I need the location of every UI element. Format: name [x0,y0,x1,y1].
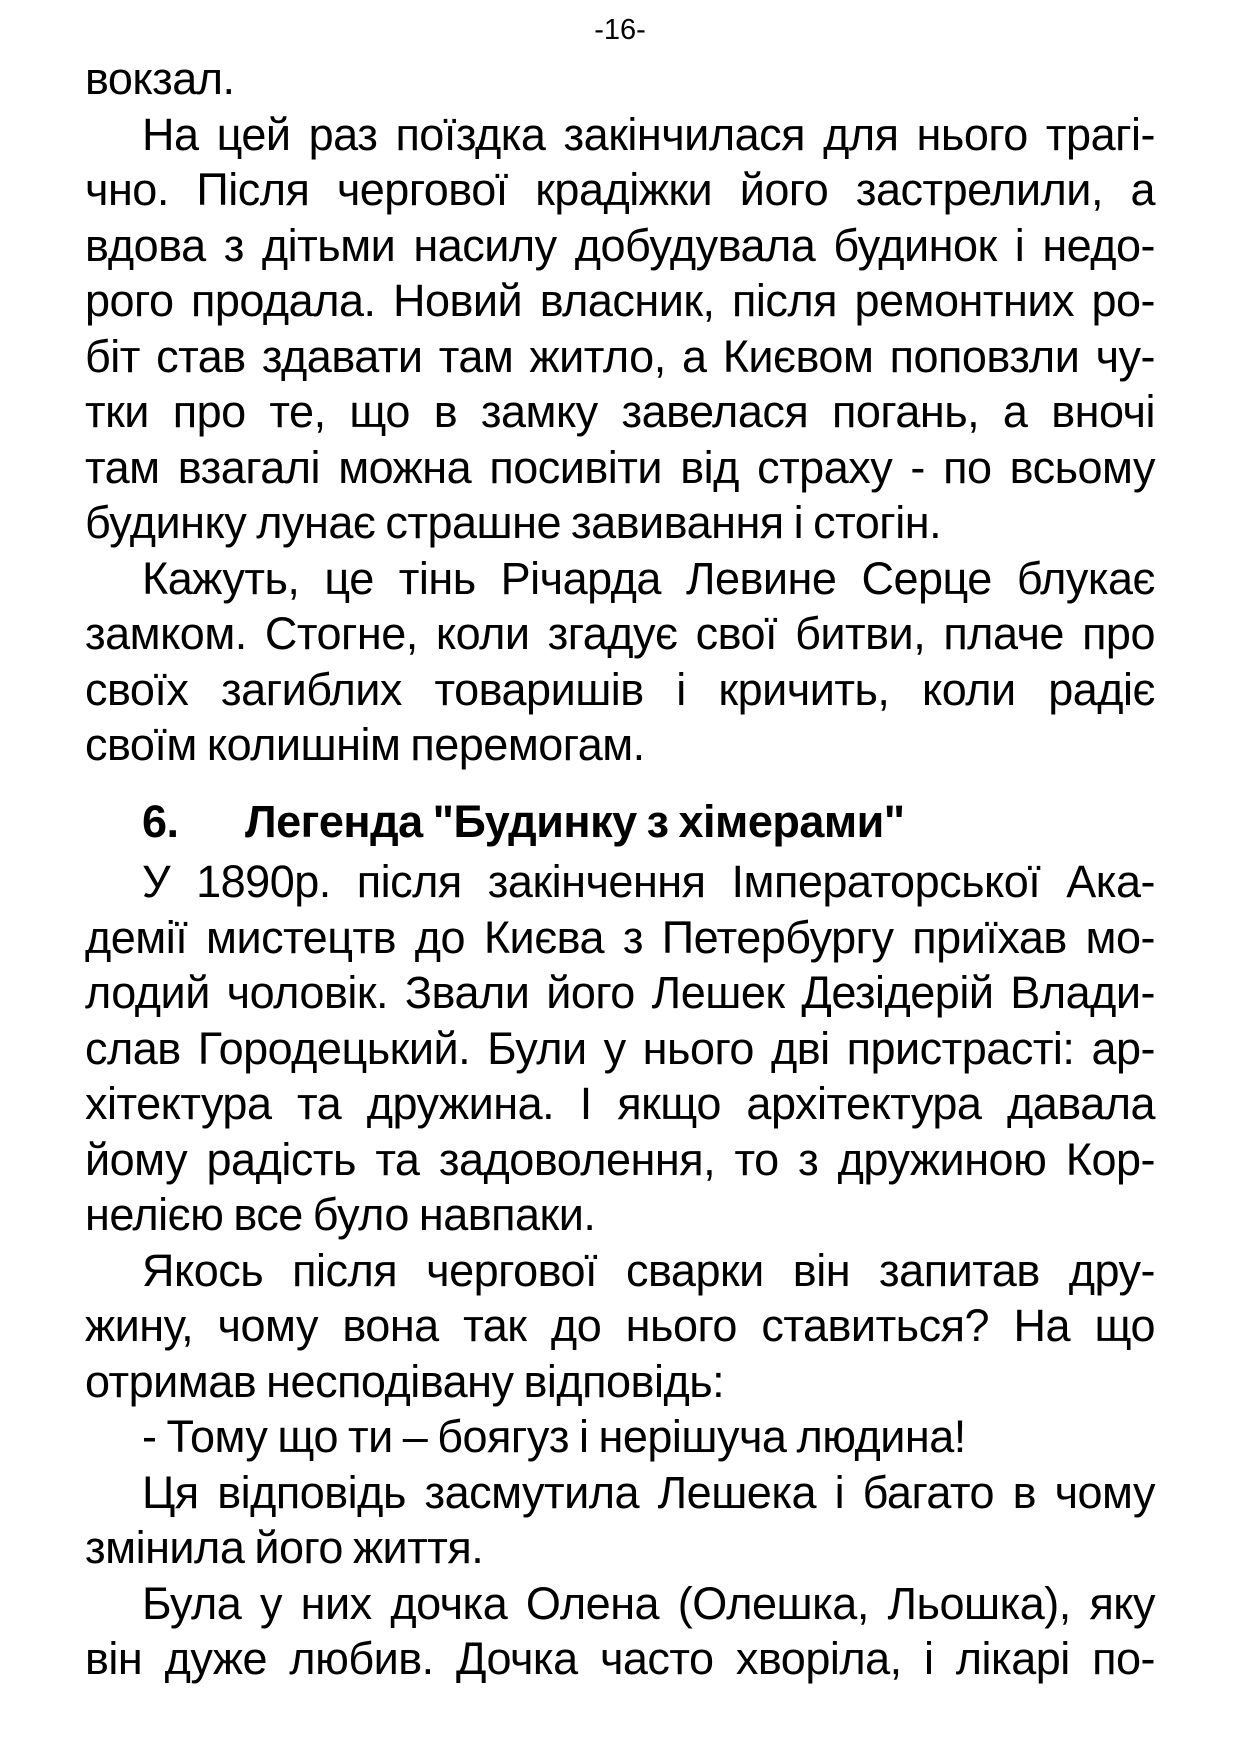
text-line: жину, чому вона так до нього ставиться? На що [85,1300,1155,1351]
text-line: своїх загиблих товаришів і кричить, коли радіє [85,663,1155,715]
text-line: отримав несподівану відповідь: [85,1355,725,1407]
text-line: - Тому що ти – боягуз і нерішуча людина! [142,1411,966,1462]
text-line: йому радість та задоволення, то з дружиною Кор- [85,1133,1155,1185]
text-line: слав Городецький. Були у нього дві пристрасті: ар- [85,1022,1155,1074]
text-line: Якось після чергової сварки він запитав дру- [142,1244,1155,1296]
text-line: демії мистецтв до Києва з Петербургу приїхав мо- [85,911,1155,963]
text-line: У 1890р. після закінчення Імператорської Ака- [142,856,1155,907]
text-line: вокзал. [85,53,235,104]
text-line: На цей раз поїздка закінчилася для нього трагі- [142,108,1155,160]
text-line: чно. Після чергової крадіжки його застрелили, а [85,164,1155,215]
text-line: своїм колишнім перемогам. [85,719,645,770]
text-line: Ця відповідь засмутила Лешека і багато в чому [142,1466,1155,1518]
text-line: Була у них дочка Олена (Олешка, Льошка), яку [142,1577,1155,1629]
text-line: Кажуть, це тінь Річарда Левине Серце блукає [142,552,1155,604]
text-line: хітектура та дружина. І якщо архітектура давала [85,1078,1155,1129]
section-heading: 6. Легенда "Будинку з хімерами" [142,795,905,847]
text-line: біт став здавати там житло, а Києвом поповзли чу- [85,330,1155,382]
text-line: лодий чоловік. Звали його Лешек Дезідерій Влади- [85,967,1155,1018]
text-line: він дуже любив. Дочка часто хворіла, і лікарі по- [85,1633,1155,1684]
text-line: тки про те, що в замку завелася погань, а вночі [85,386,1155,437]
page-text-body [85,51,1155,1687]
text-line: змінила його життя. [85,1522,484,1573]
text-line: нелією все було навпаки. [85,1189,596,1240]
text-line: будинку лунає страшне завивання і стогін. [85,497,942,548]
text-line: вдова з дітьми насилу добудувала будинок і недо- [85,219,1155,271]
text-line: замком. Стогне, коли згадує свої битви, плаче про [85,608,1155,659]
text-line: там взагалі можна посивіти від страху - по всьому [85,441,1155,493]
page-number: -16- [594,14,646,46]
text-line: рого продала. Новий власник, після ремонтних ро- [85,275,1155,326]
